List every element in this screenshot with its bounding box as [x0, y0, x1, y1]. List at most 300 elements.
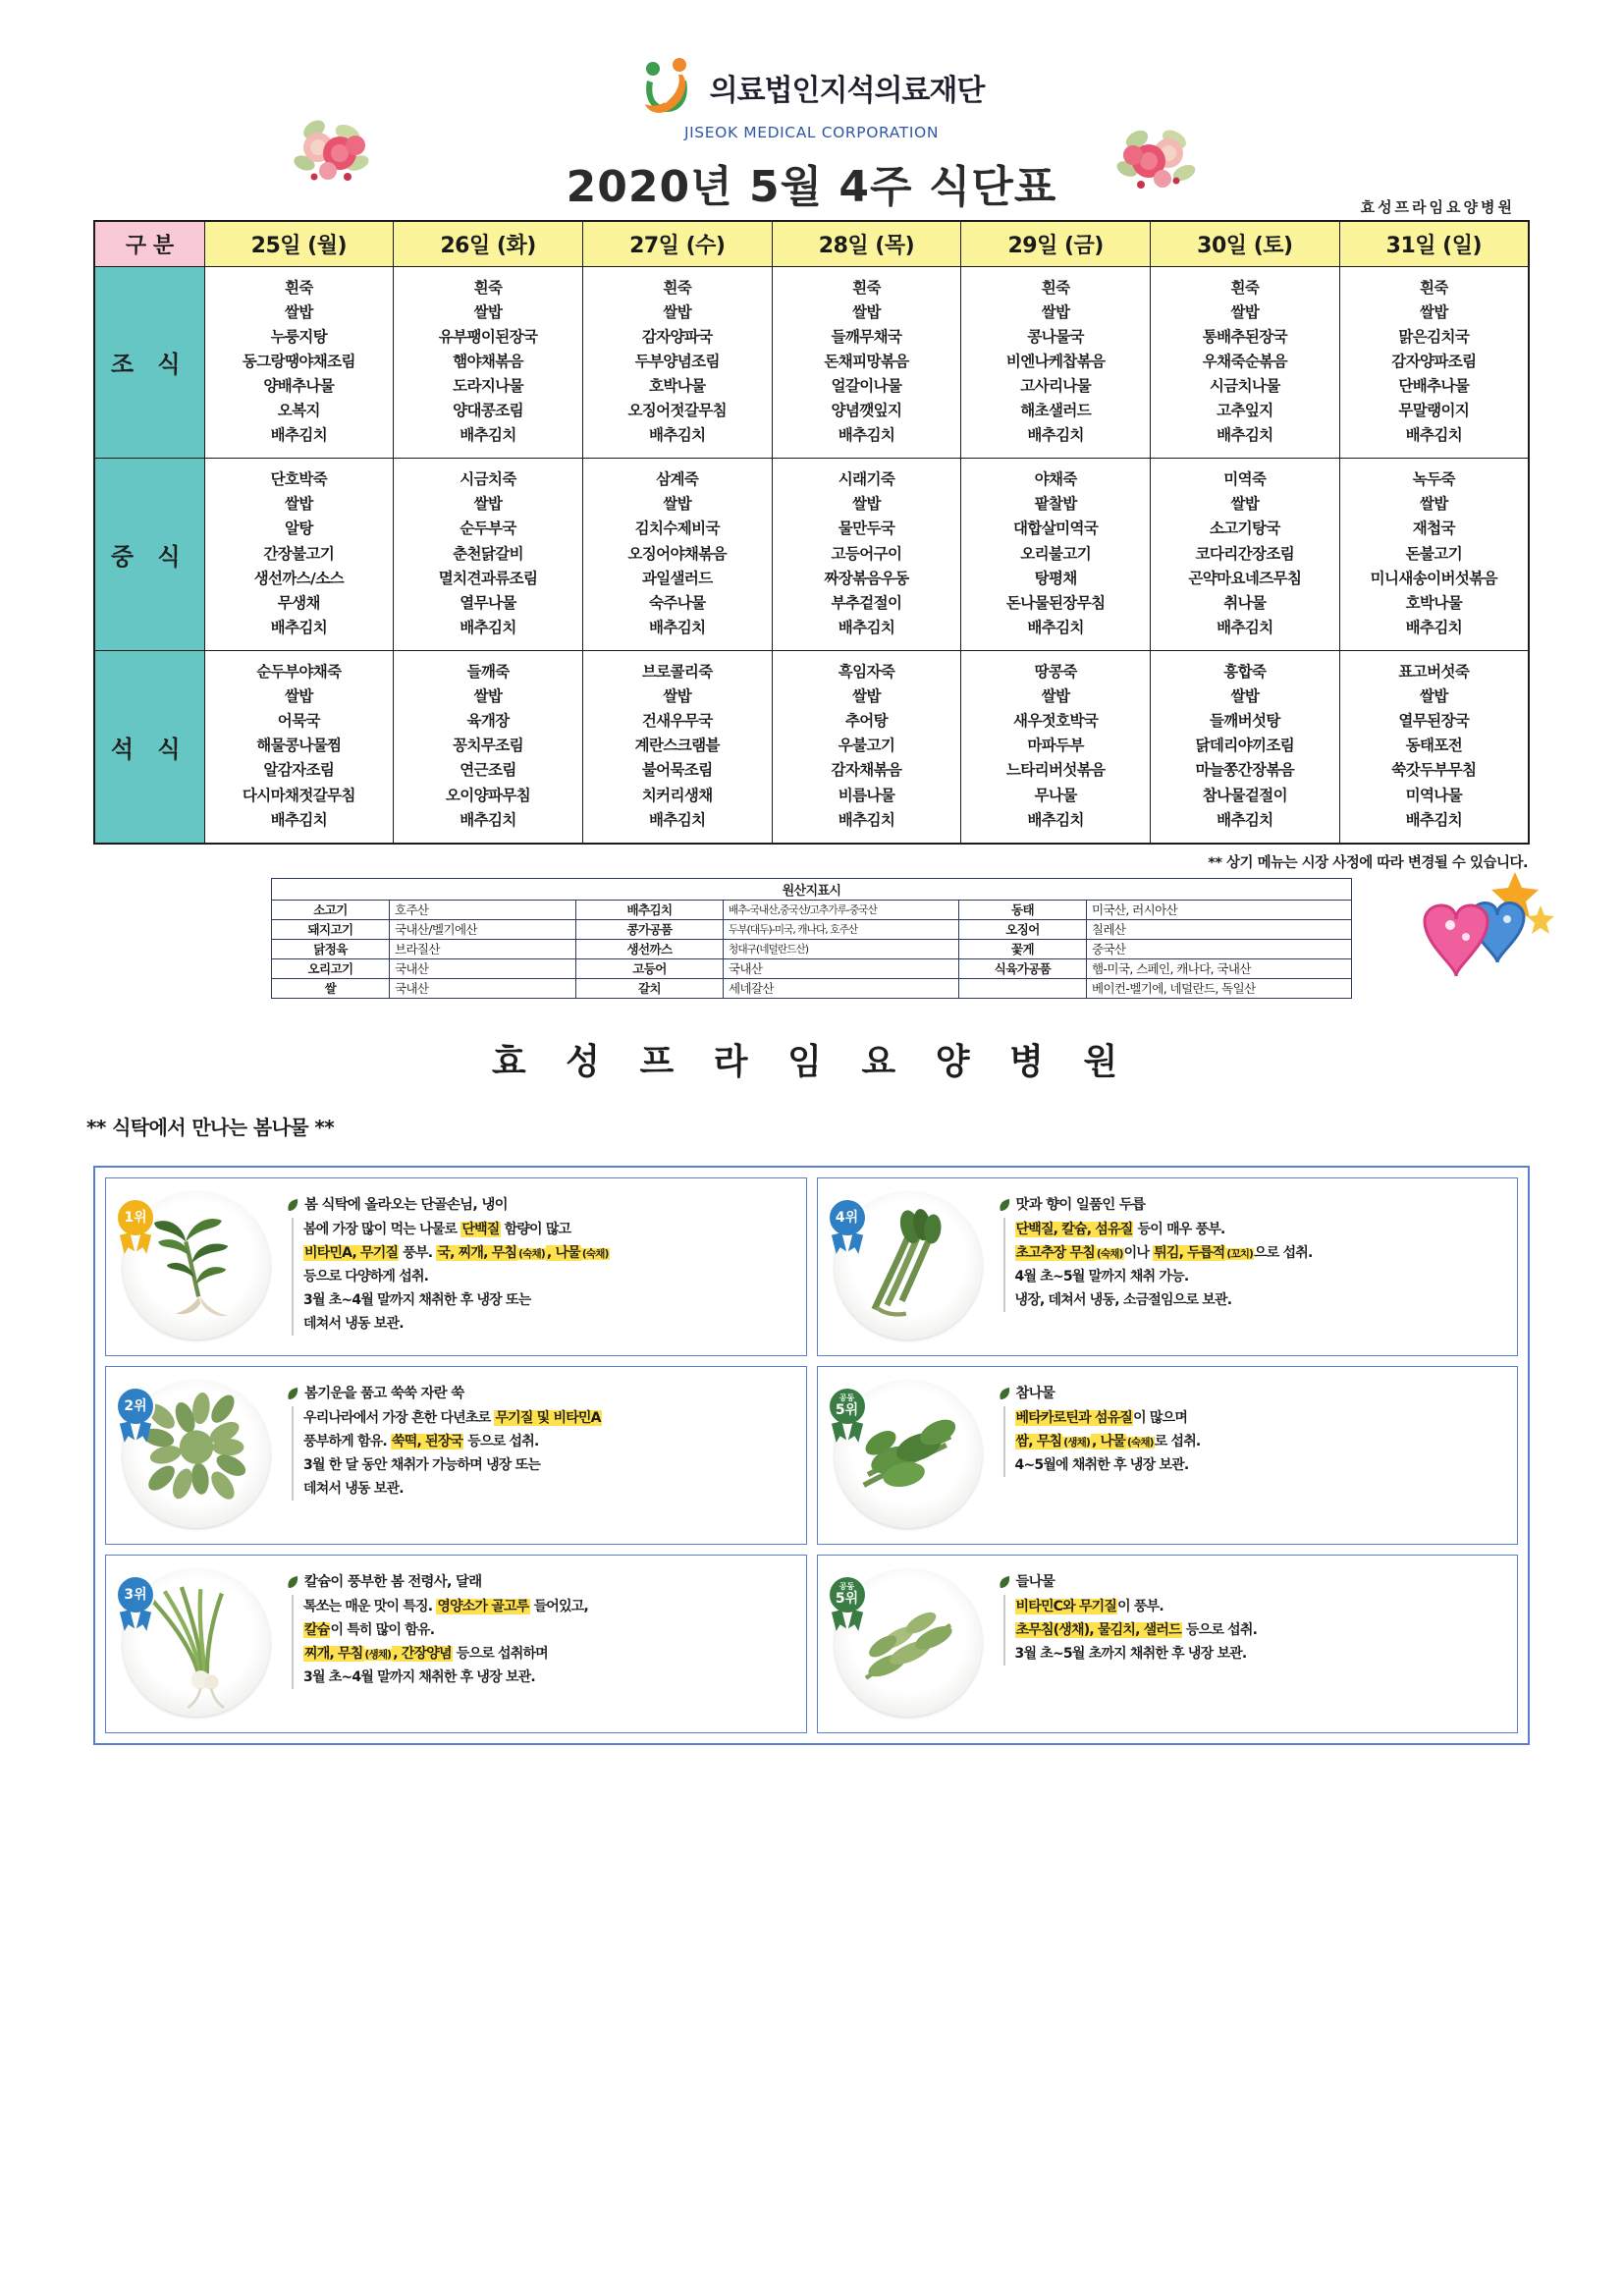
- card-title-plain: 칼슘이 풍부한 봄 전령사,: [304, 1573, 457, 1590]
- card-text-segment: , 나물: [546, 1244, 580, 1261]
- rank-label: 5위: [835, 1402, 859, 1419]
- card-text-segment: 비타민C와 무기질: [1015, 1598, 1117, 1614]
- rank-label: 4위: [835, 1209, 859, 1226]
- card-text-segment: 또는: [511, 1456, 541, 1473]
- spring-vegetable-card: [105, 1555, 807, 1733]
- card-title: [1016, 1196, 1146, 1214]
- dish: 오리불고기: [1020, 544, 1092, 563]
- origin-row: [271, 900, 1351, 919]
- dish: 돈불고기: [1405, 544, 1463, 563]
- dish: 고사리나물: [1020, 376, 1092, 395]
- dish: 무나물: [1034, 786, 1077, 804]
- meal-cell-1-4: [961, 459, 1151, 651]
- dish: 쌀밥: [473, 302, 503, 321]
- dish: 쌀밥: [852, 495, 881, 514]
- dish: 취나물: [1223, 593, 1267, 612]
- dish: 배추김치: [460, 618, 516, 636]
- card-line: [303, 1618, 796, 1642]
- dish: 배추김치: [1405, 618, 1463, 636]
- corporation-name-kr: 의료법인지석의료재단: [709, 74, 985, 108]
- dish: 돈채피망볶음: [824, 352, 909, 370]
- dish: 비엔나케찹볶음: [1005, 352, 1106, 370]
- card-text-segment: (숙채): [1127, 1436, 1154, 1449]
- card-title-bold: 두릅: [1118, 1196, 1146, 1213]
- dish: 우채죽순볶음: [1202, 352, 1287, 370]
- card-image-area: [114, 1569, 279, 1717]
- dish: 물만두국: [838, 519, 895, 538]
- meal-label-2: 석 식: [94, 651, 204, 844]
- dish: 흰죽: [852, 278, 881, 297]
- dish: 흰죽: [1041, 278, 1070, 297]
- hospital-name-large: 효 성 프 라 임 요 양 병 원: [491, 1041, 1132, 1082]
- card-image-area: [114, 1381, 279, 1528]
- meal-cell-0-0: [204, 266, 394, 459]
- card-text-segment: 들어있고,: [529, 1598, 588, 1614]
- meal-label-1: 중 식: [94, 459, 204, 651]
- dish: 해초샐러드: [1020, 402, 1092, 420]
- namul-section-heading: ** 식탁에서 만나는 봄나물 **: [86, 1115, 335, 1139]
- meal-cell-2-2: [582, 651, 772, 844]
- dish: 배추김치: [1027, 810, 1084, 829]
- meal-cell-2-1: [394, 651, 583, 844]
- rank-ribbon-icon: [116, 1575, 161, 1632]
- card-text-segment: 톡쏘는 매운 맛이 특징.: [303, 1598, 437, 1614]
- card-text-segment: 또는: [501, 1292, 531, 1309]
- meal-cell-1-6: [1339, 459, 1529, 651]
- origin-cell-v2: 배추-국내산,중국산/고추가루-중국산: [723, 900, 958, 919]
- dish: 소고기탕국: [1209, 519, 1280, 538]
- dish: 다시마채젓갈무침: [242, 786, 355, 804]
- origin-cell-k3: [958, 978, 1086, 998]
- card-description: [292, 1218, 796, 1336]
- dish: 배추김치: [838, 426, 895, 445]
- dish: 시금치나물: [1209, 376, 1280, 395]
- card-text-segment: 3월 초~4월 말까지 채취한 후 냉장 보관.: [303, 1669, 535, 1686]
- dish: 배추김치: [460, 426, 516, 445]
- dish: 불어묵조림: [641, 761, 713, 780]
- card-text-segment: (숙채): [1096, 1247, 1123, 1260]
- rank-label: 1위: [124, 1209, 147, 1226]
- dish: 쌀밥: [1230, 495, 1260, 514]
- card-text-segment: 무기질 및 비타민A: [495, 1409, 601, 1426]
- logo-row: [0, 0, 1623, 118]
- dish: 흰죽: [663, 278, 692, 297]
- corporation-name-en: JISEOK MEDICAL CORPORATION: [683, 124, 940, 141]
- dish: 닭데리야끼조림: [1195, 737, 1295, 755]
- dish: 흰죽: [284, 278, 313, 297]
- dish: 미니새송이버섯볶음: [1370, 569, 1498, 587]
- origin-cell-k3: 꽃게: [958, 939, 1086, 958]
- dish: 무말랭이지: [1398, 402, 1470, 420]
- card-text-segment: 등으로 섭취.: [1181, 1621, 1258, 1638]
- dish: 시래기죽: [838, 470, 895, 489]
- dish: 시금치죽: [460, 470, 516, 489]
- card-text-segment: 초무침(생채), 물김치, 샐러드: [1015, 1621, 1181, 1638]
- card-text-segment: 데쳐서 냉동 보관.: [303, 1316, 404, 1333]
- card-text-segment: 이 많으며: [1133, 1409, 1188, 1426]
- card-text-segment: 3월 초~5월 초까지 채취한 후 냉장 보관.: [1014, 1645, 1247, 1662]
- card-text-segment: 풍부.: [399, 1244, 437, 1261]
- dish: 돈나물된장무침: [1005, 593, 1106, 612]
- dish: 건새우무국: [641, 712, 713, 731]
- dish: 쌀밥: [1041, 302, 1070, 321]
- card-text-segment: 칼슘: [304, 1621, 330, 1638]
- origin-cell-v1: 국내산: [389, 978, 575, 998]
- meal-cell-0-2: [582, 266, 772, 459]
- card-text-segment: 단백질, 칼슘, 섬유질: [1015, 1221, 1133, 1237]
- dish: 탕평채: [1034, 569, 1077, 587]
- dish: 누룽지탕: [270, 327, 328, 346]
- dish: 배추김치: [838, 618, 895, 636]
- card-line: [303, 1666, 796, 1689]
- meal-cell-2-6: [1339, 651, 1529, 844]
- card-line: [1015, 1430, 1508, 1453]
- card-title-bold: 쑥: [451, 1385, 464, 1401]
- rank-small-label: 공동: [839, 1394, 855, 1403]
- card-text-segment: 단백질: [461, 1221, 500, 1237]
- dish: 짜장볶음우동: [824, 569, 909, 587]
- dish: 우불고기: [838, 737, 895, 755]
- origin-row: [271, 978, 1351, 998]
- menu-row-0: [94, 266, 1529, 459]
- meal-cell-1-2: [582, 459, 772, 651]
- card-text-segment: 데쳐서 냉동 보관.: [303, 1481, 404, 1498]
- dish: 생선까스/소스: [253, 569, 344, 587]
- dish: 흰죽: [1230, 278, 1260, 297]
- meal-cell-0-4: [961, 266, 1151, 459]
- card-text-segment: (숙채): [518, 1247, 545, 1260]
- card-text-area: [285, 1569, 796, 1689]
- card-line: [1015, 1642, 1508, 1666]
- dish: 배추김치: [1217, 618, 1273, 636]
- leaf-icon: [287, 1387, 299, 1401]
- dish: 쌀밥: [284, 302, 313, 321]
- origin-cell-v3: 베이컨-벨기에, 네덜란드, 독일산: [1086, 978, 1351, 998]
- origin-table-body: [271, 900, 1351, 998]
- dish: 쌀밥: [1419, 495, 1448, 514]
- card-title: [1016, 1573, 1055, 1591]
- dish: 오징어야채볶음: [627, 544, 728, 563]
- dish: 쌀밥: [852, 687, 881, 706]
- card-title-bold: 들나물: [1015, 1573, 1055, 1590]
- dish: 땅콩죽: [1034, 663, 1077, 682]
- card-text-segment: 이 특히 많이 함유.: [330, 1621, 435, 1638]
- card-line: [1015, 1265, 1508, 1288]
- card-title: [1016, 1385, 1055, 1402]
- card-text-segment: 영양소가 골고루: [437, 1598, 529, 1614]
- meal-cell-2-5: [1151, 651, 1340, 844]
- origin-cell-v2: 두부(대두)-미국, 캐나다, 호주산: [723, 919, 958, 939]
- dish: 꽁치무조림: [453, 737, 523, 755]
- dish: 배추김치: [838, 810, 895, 829]
- weekly-menu-table: [93, 220, 1530, 845]
- origin-cell-k1: 닭정육: [271, 939, 389, 958]
- dish: 김치수제비국: [634, 519, 720, 538]
- dish: 배추김치: [1217, 810, 1273, 829]
- menu-row-2: [94, 651, 1529, 844]
- card-text-segment: 봄에 가장 많이 먹는 나물로: [303, 1221, 461, 1237]
- heart-person-logo-icon: [639, 57, 696, 118]
- header-day-5: 30일 (토): [1151, 221, 1340, 266]
- dish: 배추김치: [649, 810, 706, 829]
- origin-cell-v2: 국내산: [723, 958, 958, 978]
- dish: 들깨버섯탕: [1209, 712, 1280, 731]
- dish: 어묵국: [277, 712, 320, 731]
- card-text-segment: (숙채): [581, 1247, 609, 1260]
- menu-change-note: ** 상기 메뉴는 시장 사정에 따라 변경될 수 있습니다.: [1208, 854, 1528, 871]
- dish: 팥찰밥: [1034, 495, 1077, 514]
- dish: 오이양파무침: [445, 786, 531, 804]
- dish: 춘천닭갈비: [453, 544, 523, 563]
- card-title-row: [287, 1573, 796, 1591]
- dish: 감자채볶음: [831, 761, 902, 780]
- dish: 두부양념조림: [634, 352, 720, 370]
- card-title-row: [999, 1573, 1508, 1591]
- dish: 느타리버섯볶음: [1005, 761, 1106, 780]
- header-day-0: 25일 (월): [204, 221, 394, 266]
- dish: 곤약마요네즈무침: [1188, 569, 1302, 587]
- page-title: 2020년 5월 4주 식단표: [566, 162, 1057, 212]
- origin-cell-v1: 국내산: [389, 958, 575, 978]
- dish: 대합살미역국: [1013, 519, 1099, 538]
- card-text-segment: 말까지 채취한 후: [377, 1292, 477, 1309]
- meal-cell-1-5: [1151, 459, 1340, 651]
- card-text-segment: 베타카로틴과 섬유질: [1015, 1409, 1133, 1426]
- dish: 오복지: [277, 402, 320, 420]
- dish: 단배추나물: [1398, 376, 1470, 395]
- dish: 단호박죽: [270, 470, 328, 489]
- spring-vegetable-card: [817, 1366, 1519, 1545]
- card-text-area: [997, 1569, 1508, 1666]
- origin-cell-k3: 식육가공품: [958, 958, 1086, 978]
- origin-cell-k2: 고등어: [575, 958, 723, 978]
- origin-cell-v1: 브라질산: [389, 939, 575, 958]
- origin-cell-v2: 세네갈산: [723, 978, 958, 998]
- origin-cell-v3: 햄-미국, 스페인, 캐나다, 국내산: [1086, 958, 1351, 978]
- dish: 비름나물: [838, 786, 895, 804]
- card-text-segment: 4~5월에 채취한 후 냉장 보관.: [1014, 1456, 1189, 1473]
- card-text-segment: (생채): [1063, 1436, 1090, 1449]
- card-text-area: [997, 1381, 1508, 1477]
- rank-small-label: 공동: [839, 1582, 855, 1592]
- dish: 동태포전: [1405, 737, 1463, 755]
- rose-bouquet-icon-right: [1109, 116, 1204, 200]
- card-line: [303, 1312, 796, 1336]
- menu-row-1: [94, 459, 1529, 651]
- dish: 추어탕: [844, 712, 889, 731]
- leaf-icon: [287, 1575, 299, 1590]
- dish: 쌀밥: [663, 687, 692, 706]
- dish: 도라지나물: [453, 376, 523, 395]
- card-line: [303, 1265, 796, 1288]
- meal-cell-1-1: [394, 459, 583, 651]
- dish: 삼계죽: [656, 470, 699, 489]
- dish: 부추겉절이: [831, 593, 902, 612]
- card-line: [1015, 1406, 1508, 1430]
- rank-ribbon-icon: [116, 1387, 161, 1444]
- origin-cell-v2: 청대구(네덜란드산): [723, 939, 958, 958]
- card-text-area: [285, 1192, 796, 1336]
- origin-row: [271, 919, 1351, 939]
- card-title: [304, 1385, 463, 1402]
- header-day-1: 26일 (화): [394, 221, 583, 266]
- dish: 알탕: [284, 519, 313, 538]
- rank-ribbon-icon: [828, 1575, 873, 1632]
- card-text-segment: 냉장, 데쳐서 냉동, 소금절임으로 보관.: [1014, 1292, 1232, 1309]
- spring-vegetable-card: [817, 1177, 1519, 1356]
- card-line: [1015, 1288, 1508, 1312]
- card-text-segment: 쑥떡, 된장국: [392, 1433, 463, 1449]
- dish: 쌀밥: [1230, 687, 1260, 706]
- dish: 무생채: [277, 593, 320, 612]
- menu-table-body: [94, 266, 1529, 844]
- card-text-segment: 냉장: [476, 1292, 502, 1309]
- dish: 배추김치: [1405, 426, 1463, 445]
- card-title-plain: 봄기운을 품고 쑥쑥 자란: [304, 1385, 452, 1401]
- card-title-row: [999, 1196, 1508, 1214]
- dish: 배추김치: [1027, 618, 1084, 636]
- meal-label-0: 조 식: [94, 266, 204, 459]
- meal-cell-2-0: [204, 651, 394, 844]
- dish: 쌀밥: [852, 302, 881, 321]
- card-text-segment: 3월 한 달 동안 채취가 가능하며: [303, 1456, 487, 1473]
- card-line: [303, 1406, 796, 1430]
- dish: 쌀밥: [473, 687, 503, 706]
- meal-cell-2-4: [961, 651, 1151, 844]
- dish: 쌀밥: [284, 687, 313, 706]
- card-text-segment: 우리나라에서 가장 흔한 다년초로: [303, 1409, 495, 1426]
- dish: 배추김치: [270, 618, 328, 636]
- dish: 통배추된장국: [1202, 327, 1287, 346]
- origin-table-wrapper: [0, 872, 1623, 999]
- origin-cell-k3: 동태: [958, 900, 1086, 919]
- dish: 고추잎지: [1217, 402, 1273, 420]
- rank-label: 3위: [124, 1586, 147, 1603]
- card-text-segment: 이 풍부.: [1117, 1598, 1163, 1614]
- dish: 순두부야채죽: [256, 663, 342, 682]
- dish: 감자양파조림: [1391, 352, 1477, 370]
- dish: 콩나물국: [1027, 327, 1084, 346]
- card-description: [1003, 1595, 1508, 1666]
- card-title-plain: 맛과 향이 일품인: [1015, 1196, 1119, 1213]
- dish: 배추김치: [270, 810, 328, 829]
- card-text-segment: 으로 섭취.: [1254, 1244, 1313, 1261]
- dish: 쌀밥: [663, 302, 692, 321]
- dish: 멸치견과류조림: [438, 569, 538, 587]
- card-text-segment: 로 섭취.: [1154, 1433, 1201, 1449]
- hearts-sticker-icon: [1368, 860, 1564, 988]
- dish: 코다리간장조림: [1195, 544, 1295, 563]
- card-line: [303, 1595, 796, 1618]
- dish: 유부팽이된장국: [438, 327, 538, 346]
- card-description: [292, 1595, 796, 1689]
- meal-cell-1-0: [204, 459, 394, 651]
- dish: 배추김치: [460, 810, 516, 829]
- dish: 계란스크램블: [634, 737, 720, 755]
- dish: 쌀밥: [1419, 302, 1448, 321]
- dish: 숙주나물: [649, 593, 706, 612]
- dish: 연근조림: [460, 761, 516, 780]
- card-line: [1015, 1453, 1508, 1477]
- card-title-bold: 냉이: [481, 1196, 508, 1213]
- dish: 녹두죽: [1412, 470, 1455, 489]
- card-text-segment: 등이 매우 풍부.: [1133, 1221, 1225, 1237]
- leaf-icon: [999, 1387, 1011, 1401]
- origin-cell-k3: 오징어: [958, 919, 1086, 939]
- dish: 열무나물: [460, 593, 516, 612]
- card-text-segment: (생채): [364, 1648, 392, 1661]
- card-text-segment: 이나: [1123, 1244, 1154, 1261]
- origin-cell-k2: 배추김치: [575, 900, 723, 919]
- card-title-bold: 참나물: [1015, 1385, 1055, 1401]
- spring-vegetable-card: [105, 1366, 807, 1545]
- meal-cell-0-3: [772, 266, 961, 459]
- card-line: [1015, 1595, 1508, 1618]
- origin-cell-v1: 국내산/벨기에산: [389, 919, 575, 939]
- dish: 배추김치: [270, 426, 328, 445]
- card-line: [303, 1288, 796, 1312]
- spring-vegetable-card: [105, 1177, 807, 1356]
- card-line: [303, 1477, 796, 1501]
- card-title-row: [287, 1385, 796, 1402]
- card-text-segment: 초고추장 무침: [1015, 1244, 1095, 1261]
- card-text-segment: 비타민A, 무기질: [304, 1244, 399, 1261]
- dish: 양배추나물: [263, 376, 335, 395]
- rank-ribbon-icon: [828, 1198, 873, 1255]
- origin-cell-k2: 콩가공품: [575, 919, 723, 939]
- card-description: [1003, 1406, 1508, 1477]
- dish: 과일샐러드: [641, 569, 713, 587]
- meal-cell-2-3: [772, 651, 961, 844]
- dish: 표고버섯죽: [1398, 663, 1470, 682]
- dish: 흑임자죽: [838, 663, 895, 682]
- menu-header-row: [94, 221, 1529, 266]
- origin-cell-v3: 칠레산: [1086, 919, 1351, 939]
- card-text-segment: , 나물: [1091, 1433, 1125, 1449]
- card-title-row: [287, 1196, 796, 1214]
- meal-cell-1-3: [772, 459, 961, 651]
- card-title: [304, 1196, 508, 1214]
- card-line: [303, 1642, 796, 1666]
- card-title: [304, 1573, 481, 1591]
- card-text-segment: 등으로 섭취하며: [452, 1645, 548, 1662]
- dish: 육개장: [466, 712, 510, 731]
- header-day-6: 31일 (일): [1339, 221, 1529, 266]
- dish: 간장불고기: [263, 544, 335, 563]
- card-image-area: [114, 1192, 279, 1339]
- meal-cell-0-6: [1339, 266, 1529, 459]
- card-line: [1015, 1218, 1508, 1241]
- card-text-segment: 냉장: [486, 1456, 512, 1473]
- spring-vegetable-card: [817, 1555, 1519, 1733]
- dish: 쌀밥: [473, 495, 503, 514]
- dish: 동그랑땡야채조림: [242, 352, 355, 370]
- card-text-segment: 쌈, 무침: [1015, 1433, 1062, 1449]
- card-line: [1015, 1241, 1508, 1265]
- card-title-plain: 봄 식탁에 올라오는 단골손님,: [304, 1196, 482, 1213]
- dish: 재첩국: [1412, 519, 1455, 538]
- leaf-icon: [999, 1198, 1011, 1213]
- rank-ribbon-icon: [116, 1198, 161, 1255]
- card-text-segment: 풍부하게 함유.: [303, 1433, 392, 1449]
- card-description: [1003, 1218, 1508, 1312]
- card-text-segment: 찌개, 무침: [304, 1645, 363, 1662]
- header-day-2: 27일 (수): [582, 221, 772, 266]
- dish: 햄야채볶음: [453, 352, 523, 370]
- dish: 쌀밥: [284, 495, 313, 514]
- card-text-segment: , 간장양념: [393, 1645, 452, 1662]
- header-day-4: 29일 (금): [961, 221, 1151, 266]
